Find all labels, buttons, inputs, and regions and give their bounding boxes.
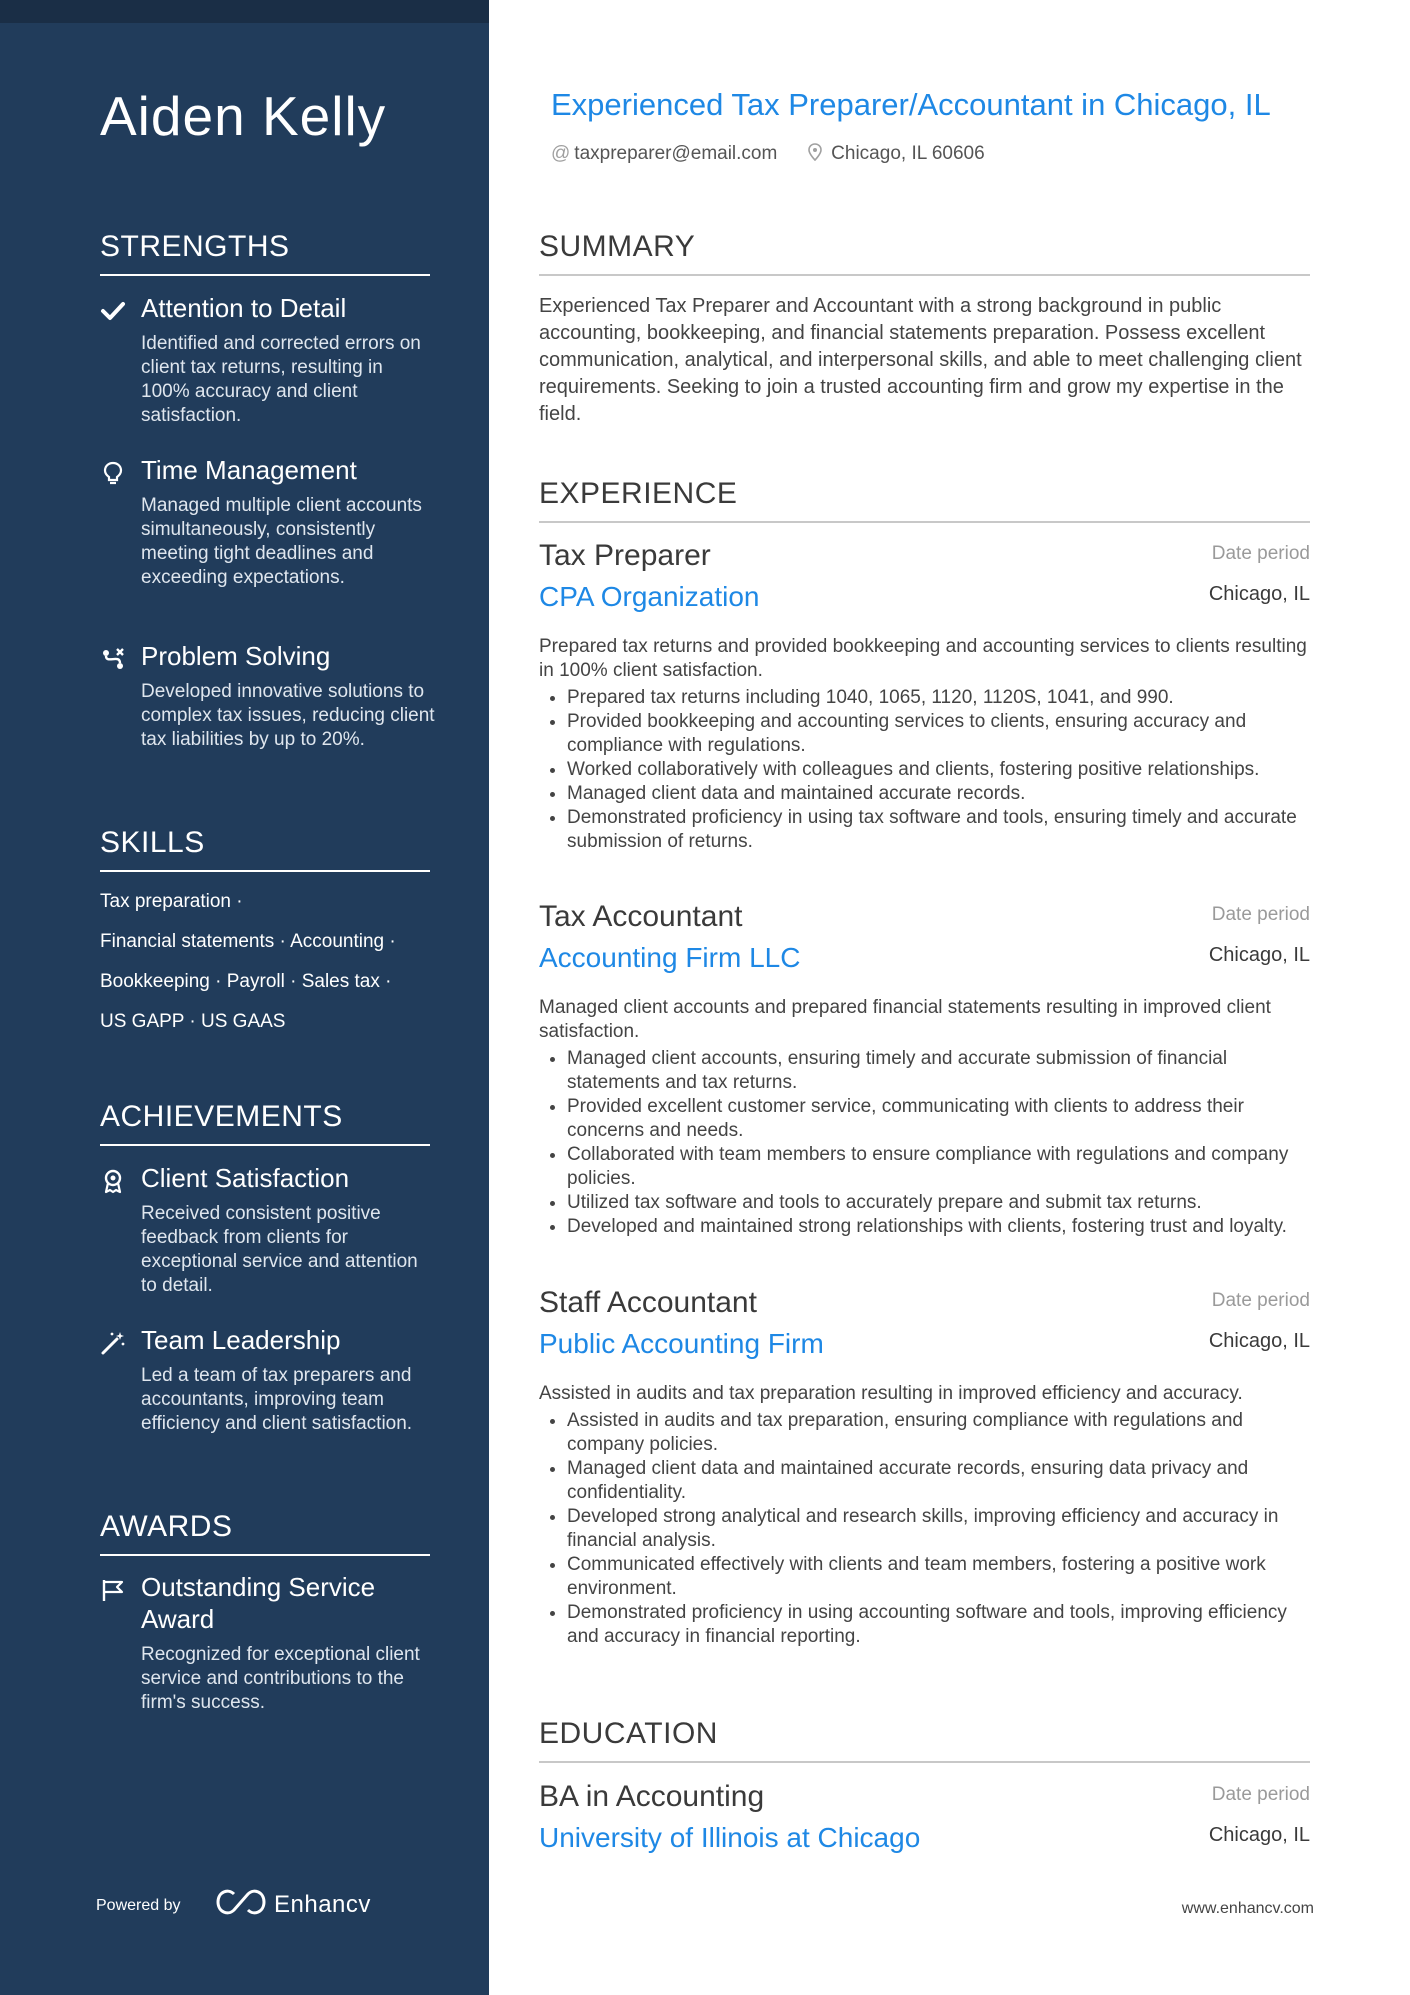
award-item (100, 1571, 435, 1715)
job-bullet: • Developed strong analytical and research skills, improving efficiency and accuracy in financial analysis. (567, 1505, 1310, 1553)
job-location: Chicago, IL (1208, 1330, 1310, 1352)
job-bullets (539, 1047, 1310, 1239)
job-bullets (539, 1409, 1310, 1649)
company-name[interactable]: CPA Organization (539, 581, 760, 612)
skills-row: US GAPP · US GAAS (100, 1011, 286, 1032)
strength-title: Time Management (141, 455, 357, 485)
awards-heading: AWARDS (100, 1510, 430, 1556)
skills-heading: SKILLS (100, 826, 430, 872)
enhancv-brand: Enhancv (274, 1891, 371, 1918)
job-bullet: • Utilized tax software and tools to accurately prepare and submit tax returns. (567, 1191, 1310, 1215)
job-date: Date period (1211, 543, 1310, 564)
skills-list (100, 890, 440, 1050)
school-name[interactable]: University of Illinois at Chicago (539, 1822, 921, 1853)
job-bullet: • Communicated effectively with clients and team members, fostering a positive work environment. (567, 1553, 1310, 1601)
education-date: Date period (1211, 1784, 1310, 1805)
job-bullet: • Managed client data and maintained accurate records. (567, 782, 1310, 806)
job-bullet: • Demonstrated proficiency in using accounting software and tools, improving efficiency and accuracy in financial reporting. (567, 1601, 1310, 1649)
job-bullet: • Managed client accounts, ensuring timely and accurate submission of financial statements and tax returns. (567, 1047, 1310, 1095)
candidate-name: Aiden Kelly (100, 85, 387, 147)
job-location: Chicago, IL (1208, 944, 1310, 966)
strength-desc: Managed multiple client accounts simultaneously, consistently meeting tight deadlines and exceeding expectations. (141, 495, 422, 588)
achievement-title: Client Satisfaction (141, 1163, 350, 1193)
summary-heading: SUMMARY (539, 230, 1310, 276)
experience-entry (539, 900, 1310, 1239)
skills-row: Financial statements · Accounting · (100, 931, 396, 952)
magic-wand-icon (100, 1330, 126, 1356)
job-bullet: • Collaborated with team members to ensure compliance with regulations and company policies. (567, 1143, 1310, 1191)
achievement-item (100, 1162, 435, 1298)
job-bullets (539, 686, 1310, 854)
job-date: Date period (1211, 904, 1310, 925)
achievement-desc: Received consistent positive feedback from clients for exceptional service and attention to detail. (141, 1203, 418, 1296)
footer-url[interactable]: www.enhancv.com (1181, 1900, 1314, 1917)
email-text[interactable]: taxpreparer@email.com (574, 143, 778, 164)
award-desc: Recognized for exceptional client service and contributions to the firm's success. (141, 1644, 420, 1713)
achievements-heading: ACHIEVEMENTS (100, 1100, 430, 1146)
powered-by-label: Powered by (96, 1897, 181, 1914)
job-date: Date period (1211, 1290, 1310, 1311)
job-bullet: • Worked collaboratively with colleagues and clients, fostering positive relationships. (567, 758, 1310, 782)
job-bullet: • Provided bookkeeping and accounting services to clients, ensuring accuracy and compliance with regulations. (567, 710, 1310, 758)
flag-icon (100, 1577, 126, 1603)
lightbulb-icon (100, 460, 126, 486)
skills-row: Tax preparation · (100, 891, 243, 912)
summary-text: Experienced Tax Preparer and Accountant with a strong background in public accounting, bookkeeping, and financial statements preparation. Possess excellent communication, analytical, and interpersonal skills, and able to meet challenging client requirements. Seeking to join a trusted accounting firm and grow my expertise in the field. (539, 295, 1302, 425)
location-text: Chicago, IL 60606 (831, 143, 985, 164)
sidebar-top-bar (0, 0, 489, 23)
education-entry (539, 1780, 1310, 1864)
resume-headline: Experienced Tax Preparer/Accountant in Chicago, IL (551, 87, 1271, 122)
strength-item (100, 292, 435, 428)
job-location: Chicago, IL (1208, 583, 1310, 605)
job-bullet: • Demonstrated proficiency in using tax software and tools, ensuring timely and accurate submission of returns. (567, 806, 1310, 854)
enhancv-logo-icon (214, 1886, 268, 1923)
job-bullet: • Assisted in audits and tax preparation, ensuring compliance with regulations and company policies. (567, 1409, 1310, 1457)
strengths-heading: STRENGTHS (100, 230, 430, 276)
experience-entry (539, 539, 1310, 854)
strength-title: Attention to Detail (141, 293, 347, 323)
job-description: Managed client accounts and prepared financial statements resulting in improved client satisfaction. (539, 997, 1271, 1042)
location-pin-icon (808, 143, 827, 164)
sidebar (0, 0, 489, 1995)
award-title: Outstanding Service Award (141, 1572, 376, 1634)
experience-entry (539, 1286, 1310, 1649)
education-heading: EDUCATION (539, 1717, 1310, 1763)
achievement-desc: Led a team of tax preparers and accountants, improving team efficiency and client satisfaction. (141, 1365, 413, 1434)
achievement-item (100, 1324, 435, 1436)
strength-desc: Developed innovative solutions to complex tax issues, reducing client tax liabilities by up to 20%. (141, 681, 435, 750)
degree-title: BA in Accounting (539, 1780, 765, 1813)
puzzle-route-icon (100, 646, 126, 672)
strength-item (100, 454, 435, 590)
job-title: Staff Accountant (539, 1286, 757, 1319)
job-description: Prepared tax returns and provided bookkeeping and accounting services to clients resulting in 100% client satisfaction. (539, 636, 1307, 681)
at-icon: @ (551, 143, 571, 164)
job-title: Tax Accountant (539, 900, 743, 933)
skills-row: Bookkeeping · Payroll · Sales tax · (100, 971, 392, 992)
award-ribbon-icon (100, 1168, 126, 1194)
strength-item (100, 640, 435, 752)
achievement-title: Team Leadership (141, 1325, 341, 1355)
main-content (539, 0, 1314, 1995)
check-icon (100, 298, 126, 324)
job-bullet: • Developed and maintained strong relationships with clients, fostering trust and loyalty. (567, 1215, 1310, 1239)
job-bullet: • Managed client data and maintained accurate records, ensuring data privacy and confidentiality. (567, 1457, 1310, 1505)
job-bullet: • Prepared tax returns including 1040, 1065, 1120, 1120S, 1041, and 990. (567, 686, 1310, 710)
job-title: Tax Preparer (539, 539, 711, 572)
strength-title: Problem Solving (141, 641, 331, 671)
strength-desc: Identified and corrected errors on client tax returns, resulting in 100% accuracy and client satisfaction. (141, 333, 421, 426)
contact-info (551, 143, 985, 165)
experience-heading: EXPERIENCE (539, 477, 1310, 523)
job-bullet: • Provided excellent customer service, communicating with clients to address their concerns and needs. (567, 1095, 1310, 1143)
company-name[interactable]: Public Accounting Firm (539, 1328, 824, 1359)
company-name[interactable]: Accounting Firm LLC (539, 942, 801, 973)
job-description: Assisted in audits and tax preparation resulting in improved efficiency and accuracy. (539, 1383, 1243, 1404)
education-location: Chicago, IL (1208, 1824, 1310, 1846)
